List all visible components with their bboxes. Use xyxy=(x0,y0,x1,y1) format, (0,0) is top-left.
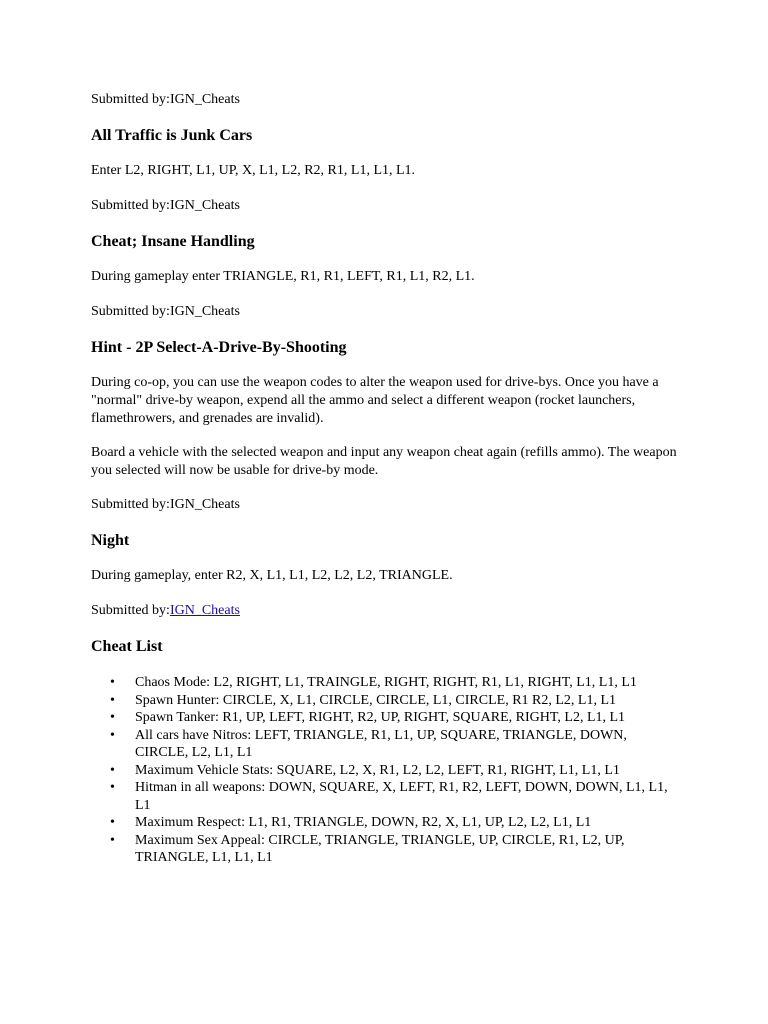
submitted-prefix: Submitted by: xyxy=(91,603,170,618)
cheat-item: • Spawn Tanker: R1, UP, LEFT, RIGHT, R2, UP, RIGHT, SQUARE, RIGHT, L2, L1, L1 xyxy=(135,709,681,727)
cheat-item: • Maximum Sex Appeal: CIRCLE, TRIANGLE, TRIANGLE, UP, CIRCLE, R1, L2, UP, TRIANGLE, L1, L1, L1 xyxy=(135,832,681,867)
cheat-item: • All cars have Nitros: LEFT, TRIANGLE, R1, L1, UP, SQUARE, TRIANGLE, DOWN, CIRCLE, L2, L1, L1 xyxy=(135,727,681,762)
submitter-link[interactable]: IGN_Cheats xyxy=(169,603,240,618)
section-body-night: During gameplay, enter R2, X, L1, L1, L2, L2, L2, TRIANGLE. xyxy=(91,568,453,583)
section-body-insane-handling: During gameplay enter TRIANGLE, R1, R1, LEFT, R1, L1, R2, L1. xyxy=(91,269,475,284)
cheat-list xyxy=(91,674,681,867)
section-title-night: Night xyxy=(91,532,130,549)
section-title-junk-cars: All Traffic is Junk Cars xyxy=(91,127,253,144)
submitted-line xyxy=(91,303,681,321)
submitted-prefix: Submitted by: xyxy=(91,198,170,213)
section-body-drive-by-1: During co-op, you can use the weapon codes to alter the weapon used for drive-bys. Once you have a "normal" drive-by weapon, expend all the ammo and select a different weapon (rocket launchers, flamethrowers, and grenades are invalid). xyxy=(91,375,659,426)
section-body-junk-cars: Enter L2, RIGHT, L1, UP, X, L1, L2, R2, R1, L1, L1, L1. xyxy=(91,163,416,178)
cheat-item: • Chaos Mode: L2, RIGHT, L1, TRAINGLE, RIGHT, RIGHT, R1, L1, RIGHT, L1, L1, L1 xyxy=(135,674,681,692)
section-title-insane-handling: Cheat; Insane Handling xyxy=(91,233,255,250)
submitted-prefix: Submitted by: xyxy=(91,92,170,107)
cheat-item: • Hitman in all weapons: DOWN, SQUARE, X, LEFT, R1, R2, LEFT, DOWN, DOWN, L1, L1, L1 xyxy=(135,779,681,814)
section-title-drive-by: Hint - 2P Select-A-Drive-By-Shooting xyxy=(91,339,347,356)
submitted-line xyxy=(91,197,681,215)
submitter-name: IGN_Cheats xyxy=(169,304,240,319)
submitted-line xyxy=(91,602,681,620)
cheat-item: • Maximum Vehicle Stats: SQUARE, L2, X, R1, L2, L2, LEFT, R1, RIGHT, L1, L1, L1 xyxy=(135,762,681,780)
submitted-prefix: Submitted by: xyxy=(91,304,170,319)
submitted-prefix: Submitted by: xyxy=(91,497,170,512)
submitter-name: IGN_Cheats xyxy=(169,198,240,213)
cheat-item: • Spawn Hunter: CIRCLE, X, L1, CIRCLE, CIRCLE, L1, CIRCLE, R1 R2, L2, L1, L1 xyxy=(135,692,681,710)
submitter-name: IGN_Cheats xyxy=(169,92,240,107)
cheat-item: • Maximum Respect: L1, R1, TRIANGLE, DOWN, R2, X, L1, UP, L2, L2, L1, L1 xyxy=(135,814,681,832)
section-body-drive-by-2: Board a vehicle with the selected weapon and input any weapon cheat again (refills ammo). The weapon you selected will now be usable for drive-by mode. xyxy=(91,445,677,478)
cheat-list-title: Cheat List xyxy=(91,638,163,655)
document-page xyxy=(91,88,681,867)
submitter-name: IGN_Cheats xyxy=(169,497,240,512)
submitted-line xyxy=(91,91,681,109)
submitted-line xyxy=(91,496,681,514)
